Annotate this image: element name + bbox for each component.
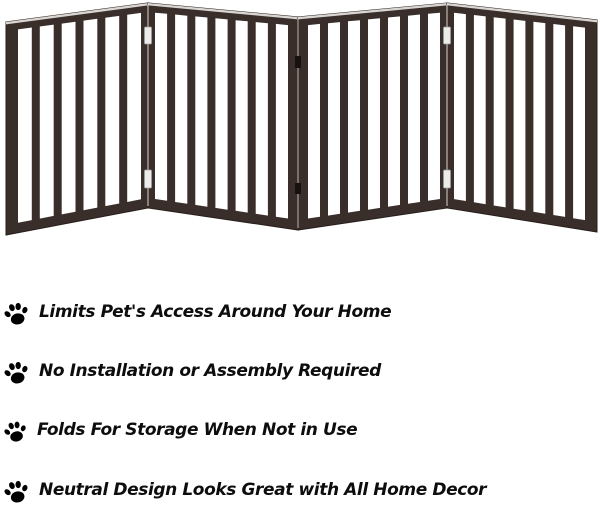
feature-item: [3, 475, 486, 505]
feature-text: Neutral Design Looks Great with All Home Decor: [39, 480, 487, 500]
paw-icon: [3, 358, 30, 385]
feature-text: No Installation or Assembly Required: [39, 361, 381, 381]
feature-text: Folds For Storage When Not in Use: [37, 420, 358, 440]
pet-gate-product-image: [0, 0, 600, 250]
feature-item: [3, 415, 357, 445]
paw-icon: [3, 299, 30, 326]
feature-item: [3, 356, 381, 386]
paw-icon: [3, 418, 28, 443]
feature-text: Limits Pet's Access Around Your Home: [39, 302, 392, 322]
paw-icon: [3, 477, 30, 504]
feature-item: [3, 297, 391, 327]
